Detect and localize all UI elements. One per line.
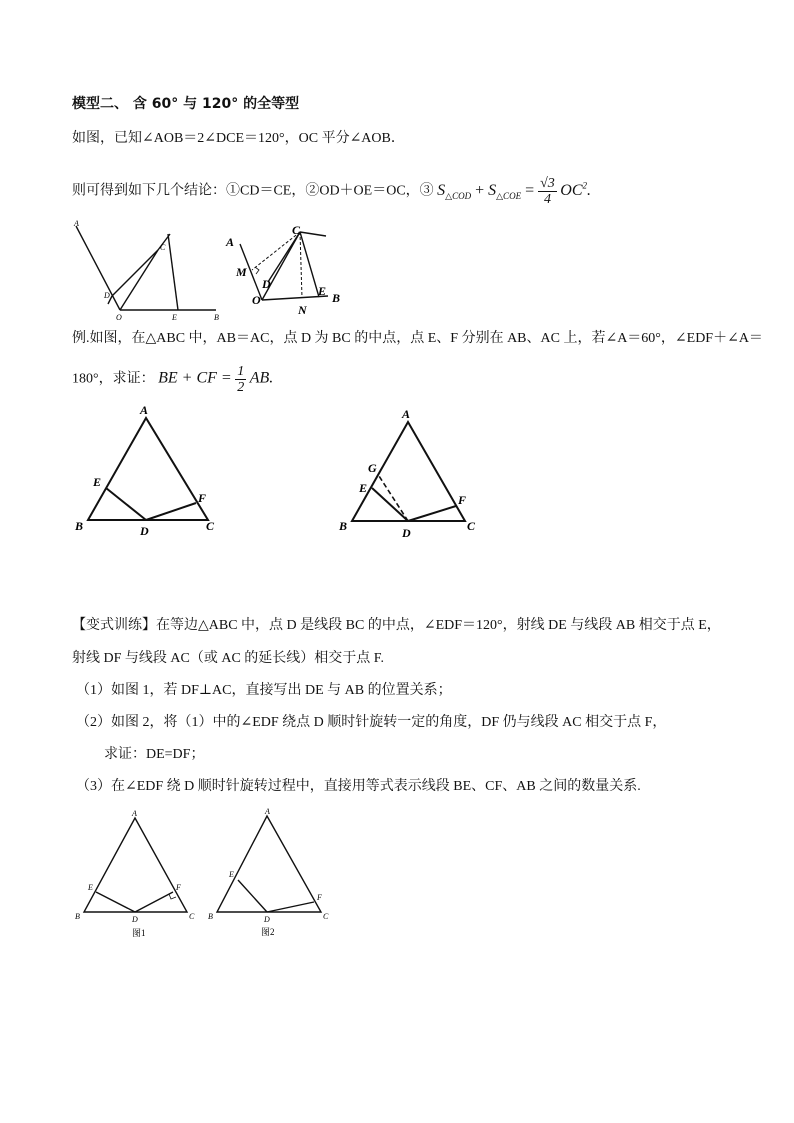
figure-2-caption: 图2	[261, 927, 275, 937]
example-formula-lhs: BE + CF =	[158, 369, 232, 387]
oc-squared: $OC^2$.	[560, 180, 592, 199]
model-conclusions	[72, 176, 591, 207]
label-a: A	[140, 403, 149, 417]
variant-figure-1	[70, 808, 205, 940]
triangle-abc	[84, 818, 187, 912]
segment-c-top	[300, 232, 326, 236]
example-line-2	[72, 364, 273, 395]
label-b: B	[75, 912, 80, 921]
figure-1-caption: 图1	[132, 928, 146, 938]
label-d: D	[104, 291, 110, 300]
variant-line-2: 射线 DF 与线段 AC（或 AC 的延长线）相交于点 F.	[72, 651, 384, 666]
model-given-text: 如图，已知∠AOB＝2∠DCE＝120°，OC 平分∠AOB．	[72, 131, 405, 146]
label-b: B	[214, 313, 219, 322]
perp-cn	[300, 232, 302, 298]
right-angle-m	[255, 267, 259, 274]
perp-cm	[252, 232, 300, 270]
example-figure-right	[335, 400, 495, 540]
label-f: F	[458, 493, 467, 507]
model-title: 模型二、 含 60° 与 120° 的全等型	[72, 96, 300, 112]
label-a: A	[74, 219, 79, 228]
label-o: O	[252, 293, 261, 307]
label-e: E	[93, 475, 102, 489]
fraction-sqrt3-over-4: $\frac{√3}{4}$	[540, 176, 555, 207]
label-b: B	[339, 519, 348, 533]
variant-question-1: （1）如图 1，若 DF⊥AC，直接写出 DE 与 AB 的位置关系；	[76, 683, 452, 698]
segment-oc	[120, 250, 158, 310]
example-formula-rhs: AB.	[249, 369, 274, 387]
label-e: E	[359, 481, 368, 495]
segment-df	[135, 892, 173, 912]
label-e: E	[88, 883, 93, 892]
label-g: G	[368, 461, 377, 475]
label-m: M	[236, 265, 247, 279]
label-a: A	[132, 809, 137, 818]
model-figure-2	[222, 222, 352, 322]
segment-ce-line	[168, 234, 178, 310]
label-b: B	[75, 519, 84, 533]
label-d: D	[402, 526, 411, 540]
model-figure-1	[68, 220, 228, 325]
conclusion-prefix: 则可得到如下几个结论：①CD＝CE，②OD＋OE＝OC，③	[72, 183, 434, 199]
label-b: B	[332, 291, 341, 305]
example-line-1: 例.如图，在△ABC 中，AB＝AC，点 D 为 BC 的中点，点 E、F 分别在 AB、AC 上，若∠A＝60°，∠EDF＋∠A＝	[72, 331, 763, 346]
label-a: A	[226, 235, 235, 249]
variant-question-2: （2）如图 2，将（1）中的∠EDF 绕点 D 顺时针旋转一定的角度，DF 仍与线段 AC 相交于点 F，	[76, 715, 667, 730]
example-figure-left	[70, 400, 230, 540]
segment-df	[408, 506, 456, 521]
label-d: D	[132, 915, 138, 924]
example-prove-prefix: 180°，求证：	[72, 371, 155, 387]
label-e: E	[172, 313, 177, 322]
label-f: F	[198, 491, 207, 505]
segment-de	[238, 880, 267, 912]
label-n: N	[298, 303, 307, 317]
label-c: C	[189, 912, 195, 921]
variant-question-3: （3）在∠EDF 绕 D 顺时针旋转过程中，直接用等式表示线段 BE、CF、AB 之间的数量关系.	[76, 779, 641, 794]
label-a: A	[265, 807, 270, 816]
label-c: C	[323, 912, 329, 921]
label-f: F	[176, 883, 181, 892]
segment-df	[146, 503, 196, 520]
segment-cd	[268, 232, 300, 282]
label-d: D	[140, 524, 149, 538]
segment-de	[96, 892, 135, 912]
label-a: A	[402, 407, 411, 421]
segment-ce	[300, 232, 319, 297]
right-angle-f	[169, 894, 176, 899]
label-d: D	[264, 915, 270, 924]
label-b: B	[208, 912, 213, 921]
area-formula: $S_{\triangle COD} + S_{\triangle COE}$ =	[437, 181, 535, 201]
label-d: D	[262, 277, 271, 291]
label-c: C	[206, 519, 215, 533]
triangle-abc	[217, 816, 321, 912]
segment-de	[106, 488, 146, 520]
label-e: E	[318, 284, 327, 298]
label-f: F	[317, 893, 322, 902]
label-o: O	[116, 313, 122, 322]
segment-df	[267, 902, 314, 912]
label-c: C	[160, 243, 166, 252]
segment-cd	[112, 250, 158, 296]
label-c: C	[467, 519, 476, 533]
label-e: E	[229, 870, 234, 879]
variant-question-2-prove: 求证：DE=DF；	[104, 747, 205, 762]
variant-figure-2	[203, 806, 338, 938]
ray-oa	[76, 226, 120, 310]
fraction-one-half: $\frac{1}{2}$	[237, 364, 245, 395]
variant-line-1: 【变式训练】在等边△ABC 中，点 D 是线段 BC 的中点，∠EDF＝120°，射线 DE 与线段 AB 相交于点 E，	[72, 618, 721, 633]
label-c: C	[292, 223, 301, 237]
